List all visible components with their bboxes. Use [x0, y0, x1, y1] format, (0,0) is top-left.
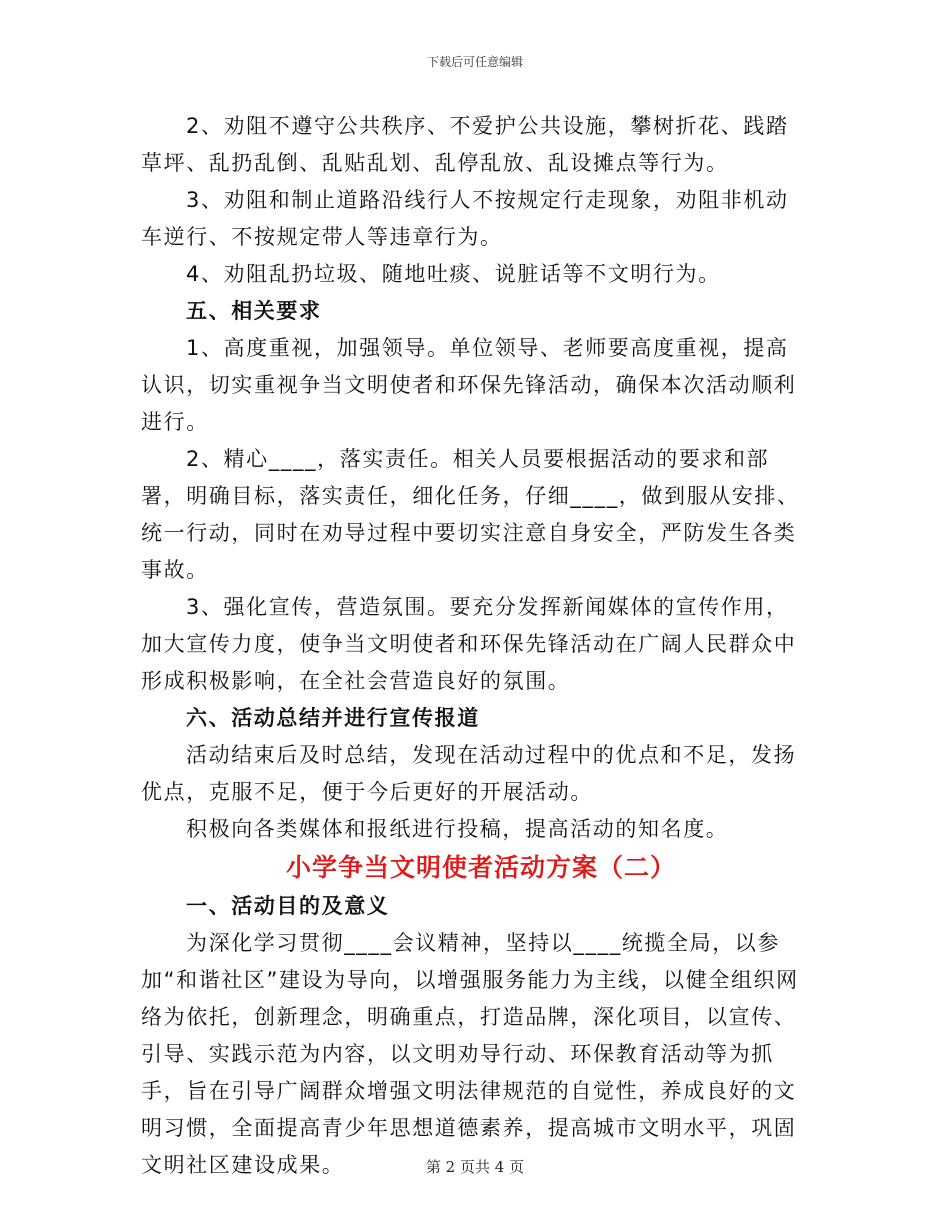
section-heading: 一、活动目的及意义	[186, 894, 390, 918]
section-heading: 五、相关要求	[186, 299, 322, 323]
paragraph: 为深化学习贯彻____会议精神，坚持以____统揽全局，以参加“和谐社区”建设为导向，以增强服务能力为主线，以健全组织网络为依托，创新理念，明确重点，打造品牌，深化项目，以宣传、引导、实践示范为内容，以文明劝导行动、环保教育活动等为抓手，旨在引导广阔群众增强文明法律规范的自觉性，养成良好的文明习惯，全面提高青少年思想道德素养，提高城市文明水平，巩固文明社区建设成果。	[141, 931, 799, 1177]
page-header: 下载后可任意编辑	[426, 55, 523, 69]
page-footer: 第 2 页共 4 页	[425, 1158, 525, 1176]
section-heading: 六、活动总结并进行宣传报道	[186, 706, 480, 730]
paragraph: 3、劝阻和制止道路沿线行人不按规定行走现象，劝阻非机动车逆行、不按规定带人等违章行为。	[141, 188, 789, 249]
paragraph: 积极向各类媒体和报纸进行投稿，提高活动的知名度。	[186, 817, 729, 841]
document-body	[141, 108, 811, 1184]
paragraph: 2、劝阻不遵守公共秩序、不爱护公共设施，攀树折花、践踏草坪、乱扔乱倒、乱贴乱划、乱停乱放、乱设摊点等行为。	[141, 114, 789, 175]
paragraph: 活动结束后及时总结，发现在活动过程中的优点和不足，发扬优点，克服不足，便于今后更好的开展活动。	[141, 743, 797, 804]
paragraph: 3、强化宣传，营造氛围。要充分发挥新闻媒体的宣传作用，加大宣传力度，使争当文明使者和环保先锋活动在广阔人民群众中形成积极影响，在全社会营造良好的氛围。	[141, 595, 797, 693]
paragraph: 4、劝阻乱扔垃圾、随地吐痰、说脏话等不文明行为。	[186, 262, 721, 286]
document-title: 小学争当文明使者活动方案（二）	[285, 853, 676, 882]
paragraph: 1、高度重视，加强领导。单位领导、老师要高度重视，提高认识，切实重视争当文明使者和环保先锋活动，确保本次活动顺利进行。	[141, 336, 797, 434]
paragraph: 2、精心____，落实责任。相关人员要根据活动的要求和部署，明确目标，落实责任，细化任务，仔细____，做到服从安排、统一行动，同时在劝导过程中要切实注意自身安全，严防发生各类事故。	[141, 447, 800, 582]
